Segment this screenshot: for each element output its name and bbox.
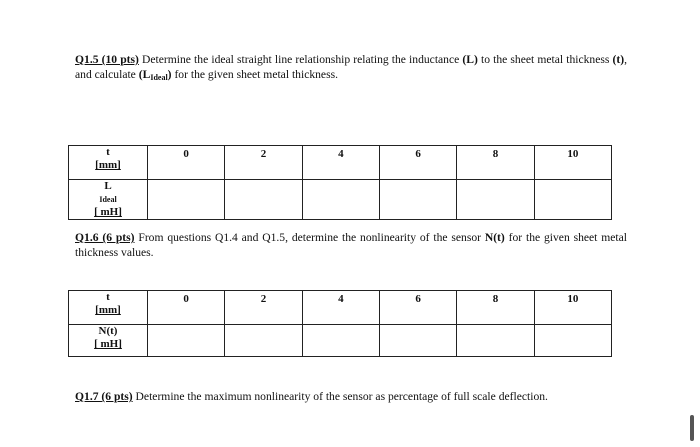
answer-cell[interactable]: [457, 325, 534, 357]
answer-cell[interactable]: [457, 180, 534, 220]
question-1-5: Q1.5 (10 pts) Determine the ideal straight line relationship relating the inductance (L) to the sheet metal thickness (t), and calculate $(L_{Ideal})$ for the given sheet metal thickness.: [75, 53, 627, 82]
header-cell: 4: [302, 291, 379, 325]
header-cell: 2: [225, 291, 302, 325]
row-label-nonlinearity: N(t) [ mH]: [69, 325, 148, 357]
question-1-6: Q1.6 (6 pts) From questions Q1.4 and Q1.5, determine the nonlinearity of the sensor N(t) for the given sheet metal thickness values.: [75, 231, 627, 259]
row-label-thickness: t [mm]: [69, 291, 148, 325]
header-cell: 8: [457, 146, 534, 180]
question-number: Q1.7 (6 pts): [75, 390, 133, 403]
answer-cell[interactable]: [225, 180, 302, 220]
answer-cell[interactable]: [302, 325, 379, 357]
table-row: [69, 146, 612, 180]
table-row: [69, 291, 612, 325]
header-cell: 2: [225, 146, 302, 180]
table-row: [69, 325, 612, 357]
answer-cell[interactable]: [225, 325, 302, 357]
header-cell: 8: [457, 291, 534, 325]
question-number: Q1.6 (6 pts): [75, 231, 135, 244]
question-1-7: Q1.7 (6 pts) Determine the maximum nonlinearity of the sensor as percentage of full scale deflection.: [75, 390, 548, 403]
table-l-ideal: [68, 145, 612, 220]
header-cell: 4: [302, 146, 379, 180]
row-label-thickness: t [mm]: [69, 146, 148, 180]
row-label-l-ideal: L Ideal [ mH]: [69, 180, 148, 220]
header-cell: 10: [534, 146, 611, 180]
answer-cell[interactable]: [302, 180, 379, 220]
header-cell: 10: [534, 291, 611, 325]
header-cell: 6: [379, 146, 456, 180]
answer-cell[interactable]: [534, 325, 611, 357]
header-cell: 6: [379, 291, 456, 325]
answer-cell[interactable]: [534, 180, 611, 220]
answer-cell[interactable]: [148, 325, 225, 357]
header-cell: 0: [148, 146, 225, 180]
answer-cell[interactable]: [148, 180, 225, 220]
answer-cell[interactable]: [379, 180, 456, 220]
table-nonlinearity: [68, 290, 612, 357]
scrollbar[interactable]: [690, 415, 694, 441]
header-cell: 0: [148, 291, 225, 325]
question-number: Q1.5 (10 pts): [75, 53, 139, 66]
answer-cell[interactable]: [379, 325, 456, 357]
table-row: [69, 180, 612, 220]
